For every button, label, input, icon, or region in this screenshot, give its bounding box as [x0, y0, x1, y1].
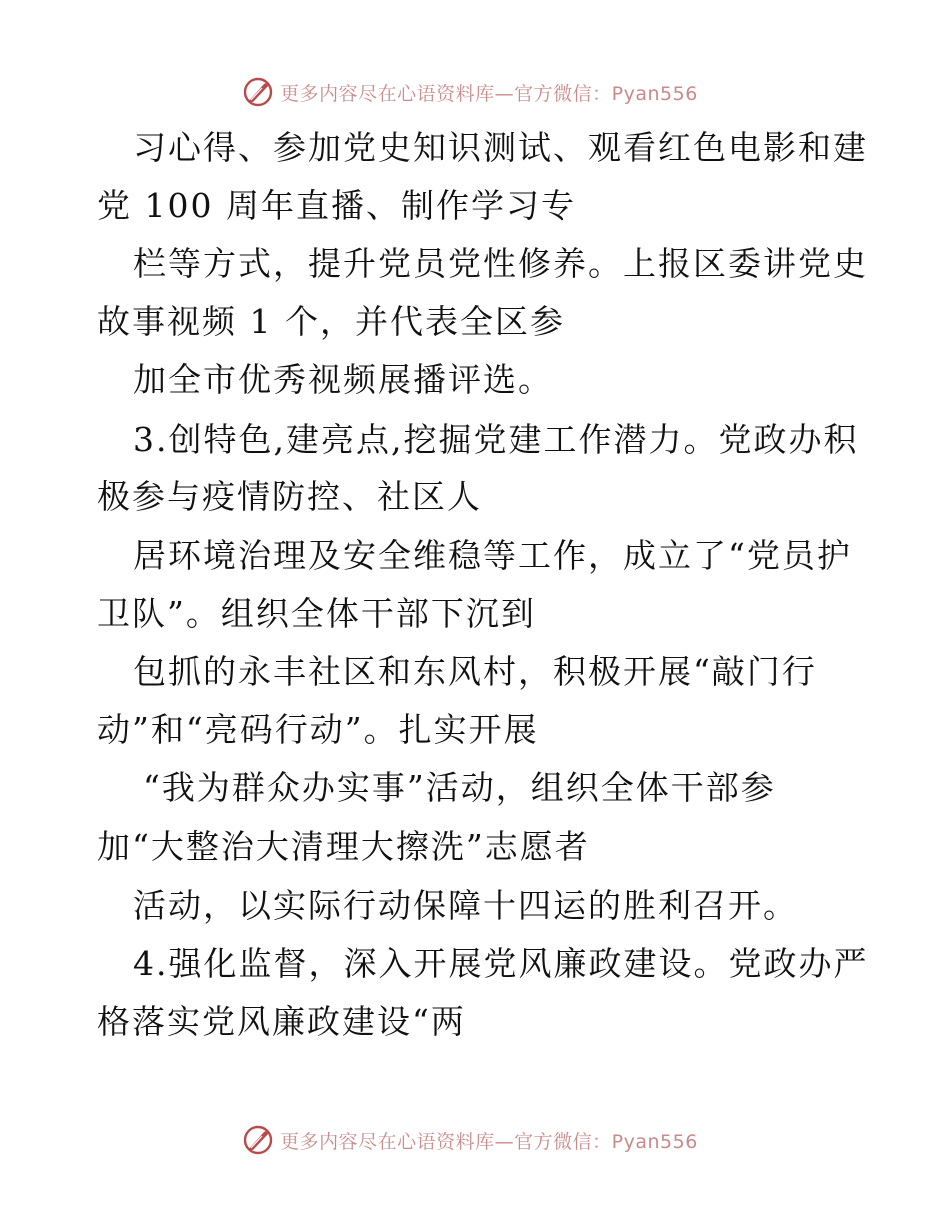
text-line: 卫队”。组织全体干部下沉到	[97, 594, 536, 633]
text-line: 动”和“亮码行动”。扎实开展	[97, 710, 539, 749]
watermark-text: 更多内容尽在心语资料库—官方微信：Pyan556	[280, 1130, 698, 1153]
text-line: 故事视频 1 个，并代表全区参	[97, 302, 565, 341]
text-line: 4.强化监督，深入开展党风廉政建设。党政办严	[133, 944, 869, 983]
text-line: 极参与疫情防控、社区人	[97, 477, 482, 516]
text-line: 活动，以实际行动保障十四运的胜利召开。	[133, 886, 798, 925]
quill-pen-logo-icon	[242, 76, 274, 108]
text-line: 党 100 周年直播、制作学习专	[97, 186, 576, 225]
quill-pen-logo-icon	[242, 1124, 274, 1156]
text-line: 居环境治理及安全维稳等工作，成立了“党员护	[133, 536, 852, 575]
text-line: 加“大整治大清理大擦洗”志愿者	[97, 827, 590, 866]
text-line: 加全市优秀视频展播评选。	[133, 360, 553, 399]
header-watermark	[0, 72, 950, 112]
text-line: 3.创特色,建亮点,挖掘党建工作潜力。党政办积	[133, 420, 859, 459]
text-line: 格落实党风廉政建设“两	[97, 1002, 466, 1041]
text-line: 习心得、参加党史知识测试、观看红色电影和建	[133, 128, 868, 167]
watermark-text: 更多内容尽在心语资料库—官方微信：Pyan556	[280, 82, 698, 105]
footer-watermark	[0, 1120, 950, 1160]
text-line: 栏等方式，提升党员党性修养。上报区委讲党史	[133, 244, 868, 283]
text-line: “我为群众办实事”活动，组织全体干部参	[143, 768, 776, 807]
text-line: 包抓的永丰社区和东风村，积极开展“敲门行	[133, 652, 817, 691]
